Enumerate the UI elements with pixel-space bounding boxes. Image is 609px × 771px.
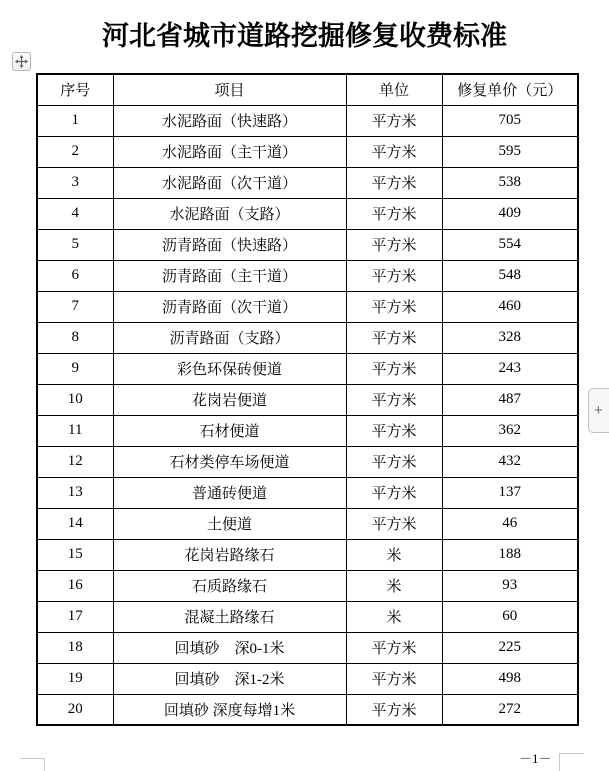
plus-icon: + [594,402,603,419]
price-cell: 225 [442,632,578,663]
price-cell: 538 [442,167,578,198]
table-row [37,570,578,601]
item-cell: 石材类停车场便道 [113,446,346,477]
seq-cell: 19 [37,663,113,694]
item-cell: 混凝土路缘石 [113,601,346,632]
item-cell: 普通砖便道 [113,477,346,508]
price-cell: 362 [442,415,578,446]
unit-cell: 平方米 [346,291,442,322]
price-cell: 243 [442,353,578,384]
price-cell: 548 [442,260,578,291]
price-cell: 328 [442,322,578,353]
table-row [37,508,578,539]
table-row [37,229,578,260]
seq-cell: 15 [37,539,113,570]
seq-cell: 17 [37,601,113,632]
unit-cell: 平方米 [346,663,442,694]
seq-cell: 14 [37,508,113,539]
price-cell: 46 [442,508,578,539]
item-cell: 花岗岩便道 [113,384,346,415]
unit-cell: 平方米 [346,415,442,446]
expand-plus-button[interactable] [588,388,609,433]
header-item: 项目 [113,74,346,105]
fee-table [36,73,579,726]
seq-cell: 12 [37,446,113,477]
table-row [37,601,578,632]
table-row [37,477,578,508]
table-row [37,632,578,663]
header-seq: 序号 [37,74,113,105]
price-cell: 487 [442,384,578,415]
table-row [37,353,578,384]
item-cell: 石材便道 [113,415,346,446]
seq-cell: 2 [37,136,113,167]
unit-cell: 平方米 [346,229,442,260]
item-cell: 水泥路面（次干道） [113,167,346,198]
unit-cell: 平方米 [346,446,442,477]
table-row [37,539,578,570]
item-cell: 水泥路面（主干道） [113,136,346,167]
unit-cell: 平方米 [346,136,442,167]
unit-cell: 平方米 [346,260,442,291]
unit-cell: 米 [346,539,442,570]
unit-cell: 平方米 [346,353,442,384]
move-arrows-icon [15,55,28,68]
item-cell: 水泥路面（支路） [113,198,346,229]
table-row [37,136,578,167]
item-cell: 沥青路面（主干道） [113,260,346,291]
table-header-row [37,74,578,105]
price-cell: 498 [442,663,578,694]
unit-cell: 平方米 [346,508,442,539]
price-cell: 272 [442,694,578,725]
unit-cell: 平方米 [346,384,442,415]
item-cell: 回填砂 深度每增1米 [113,694,346,725]
price-cell: 554 [442,229,578,260]
table-row [37,694,578,725]
seq-cell: 16 [37,570,113,601]
header-unit: 单位 [346,74,442,105]
seq-cell: 1 [37,105,113,136]
table-row [37,322,578,353]
margin-crop-mark-bottom-left [20,758,45,771]
unit-cell: 平方米 [346,694,442,725]
seq-cell: 11 [37,415,113,446]
table-row [37,663,578,694]
item-cell: 沥青路面（次干道） [113,291,346,322]
table-row [37,446,578,477]
item-cell: 彩色环保砖便道 [113,353,346,384]
item-cell: 回填砂 深0-1米 [113,632,346,663]
price-cell: 93 [442,570,578,601]
price-cell: 60 [442,601,578,632]
table-row [37,167,578,198]
margin-crop-mark-bottom-right [559,753,584,771]
unit-cell: 平方米 [346,322,442,353]
table-row [37,198,578,229]
unit-cell: 平方米 [346,167,442,198]
seq-cell: 6 [37,260,113,291]
price-cell: 432 [442,446,578,477]
price-cell: 188 [442,539,578,570]
unit-cell: 平方米 [346,198,442,229]
document-title: 河北省城市道路挖掘修复收费标准 [102,21,507,51]
price-cell: 137 [442,477,578,508]
item-cell: 石质路缘石 [113,570,346,601]
unit-cell: 平方米 [346,632,442,663]
item-cell: 土便道 [113,508,346,539]
item-cell: 回填砂 深1-2米 [113,663,346,694]
seq-cell: 9 [37,353,113,384]
seq-cell: 8 [37,322,113,353]
seq-cell: 10 [37,384,113,415]
item-cell: 水泥路面（快速路） [113,105,346,136]
item-cell: 花岗岩路缘石 [113,539,346,570]
table-row [37,415,578,446]
table-row [37,291,578,322]
seq-cell: 7 [37,291,113,322]
price-cell: 460 [442,291,578,322]
price-cell: 705 [442,105,578,136]
seq-cell: 13 [37,477,113,508]
page-number: －1－ [519,751,552,766]
unit-cell: 平方米 [346,105,442,136]
seq-cell: 5 [37,229,113,260]
seq-cell: 18 [37,632,113,663]
seq-cell: 20 [37,694,113,725]
unit-cell: 米 [346,570,442,601]
table-row [37,105,578,136]
item-cell: 沥青路面（快速路） [113,229,346,260]
table-row [37,260,578,291]
price-cell: 409 [442,198,578,229]
header-price: 修复单价（元） [442,74,578,105]
price-cell: 595 [442,136,578,167]
seq-cell: 4 [37,198,113,229]
unit-cell: 米 [346,601,442,632]
item-cell: 沥青路面（支路） [113,322,346,353]
table-row [37,384,578,415]
unit-cell: 平方米 [346,477,442,508]
table-move-handle[interactable] [12,52,31,71]
seq-cell: 3 [37,167,113,198]
